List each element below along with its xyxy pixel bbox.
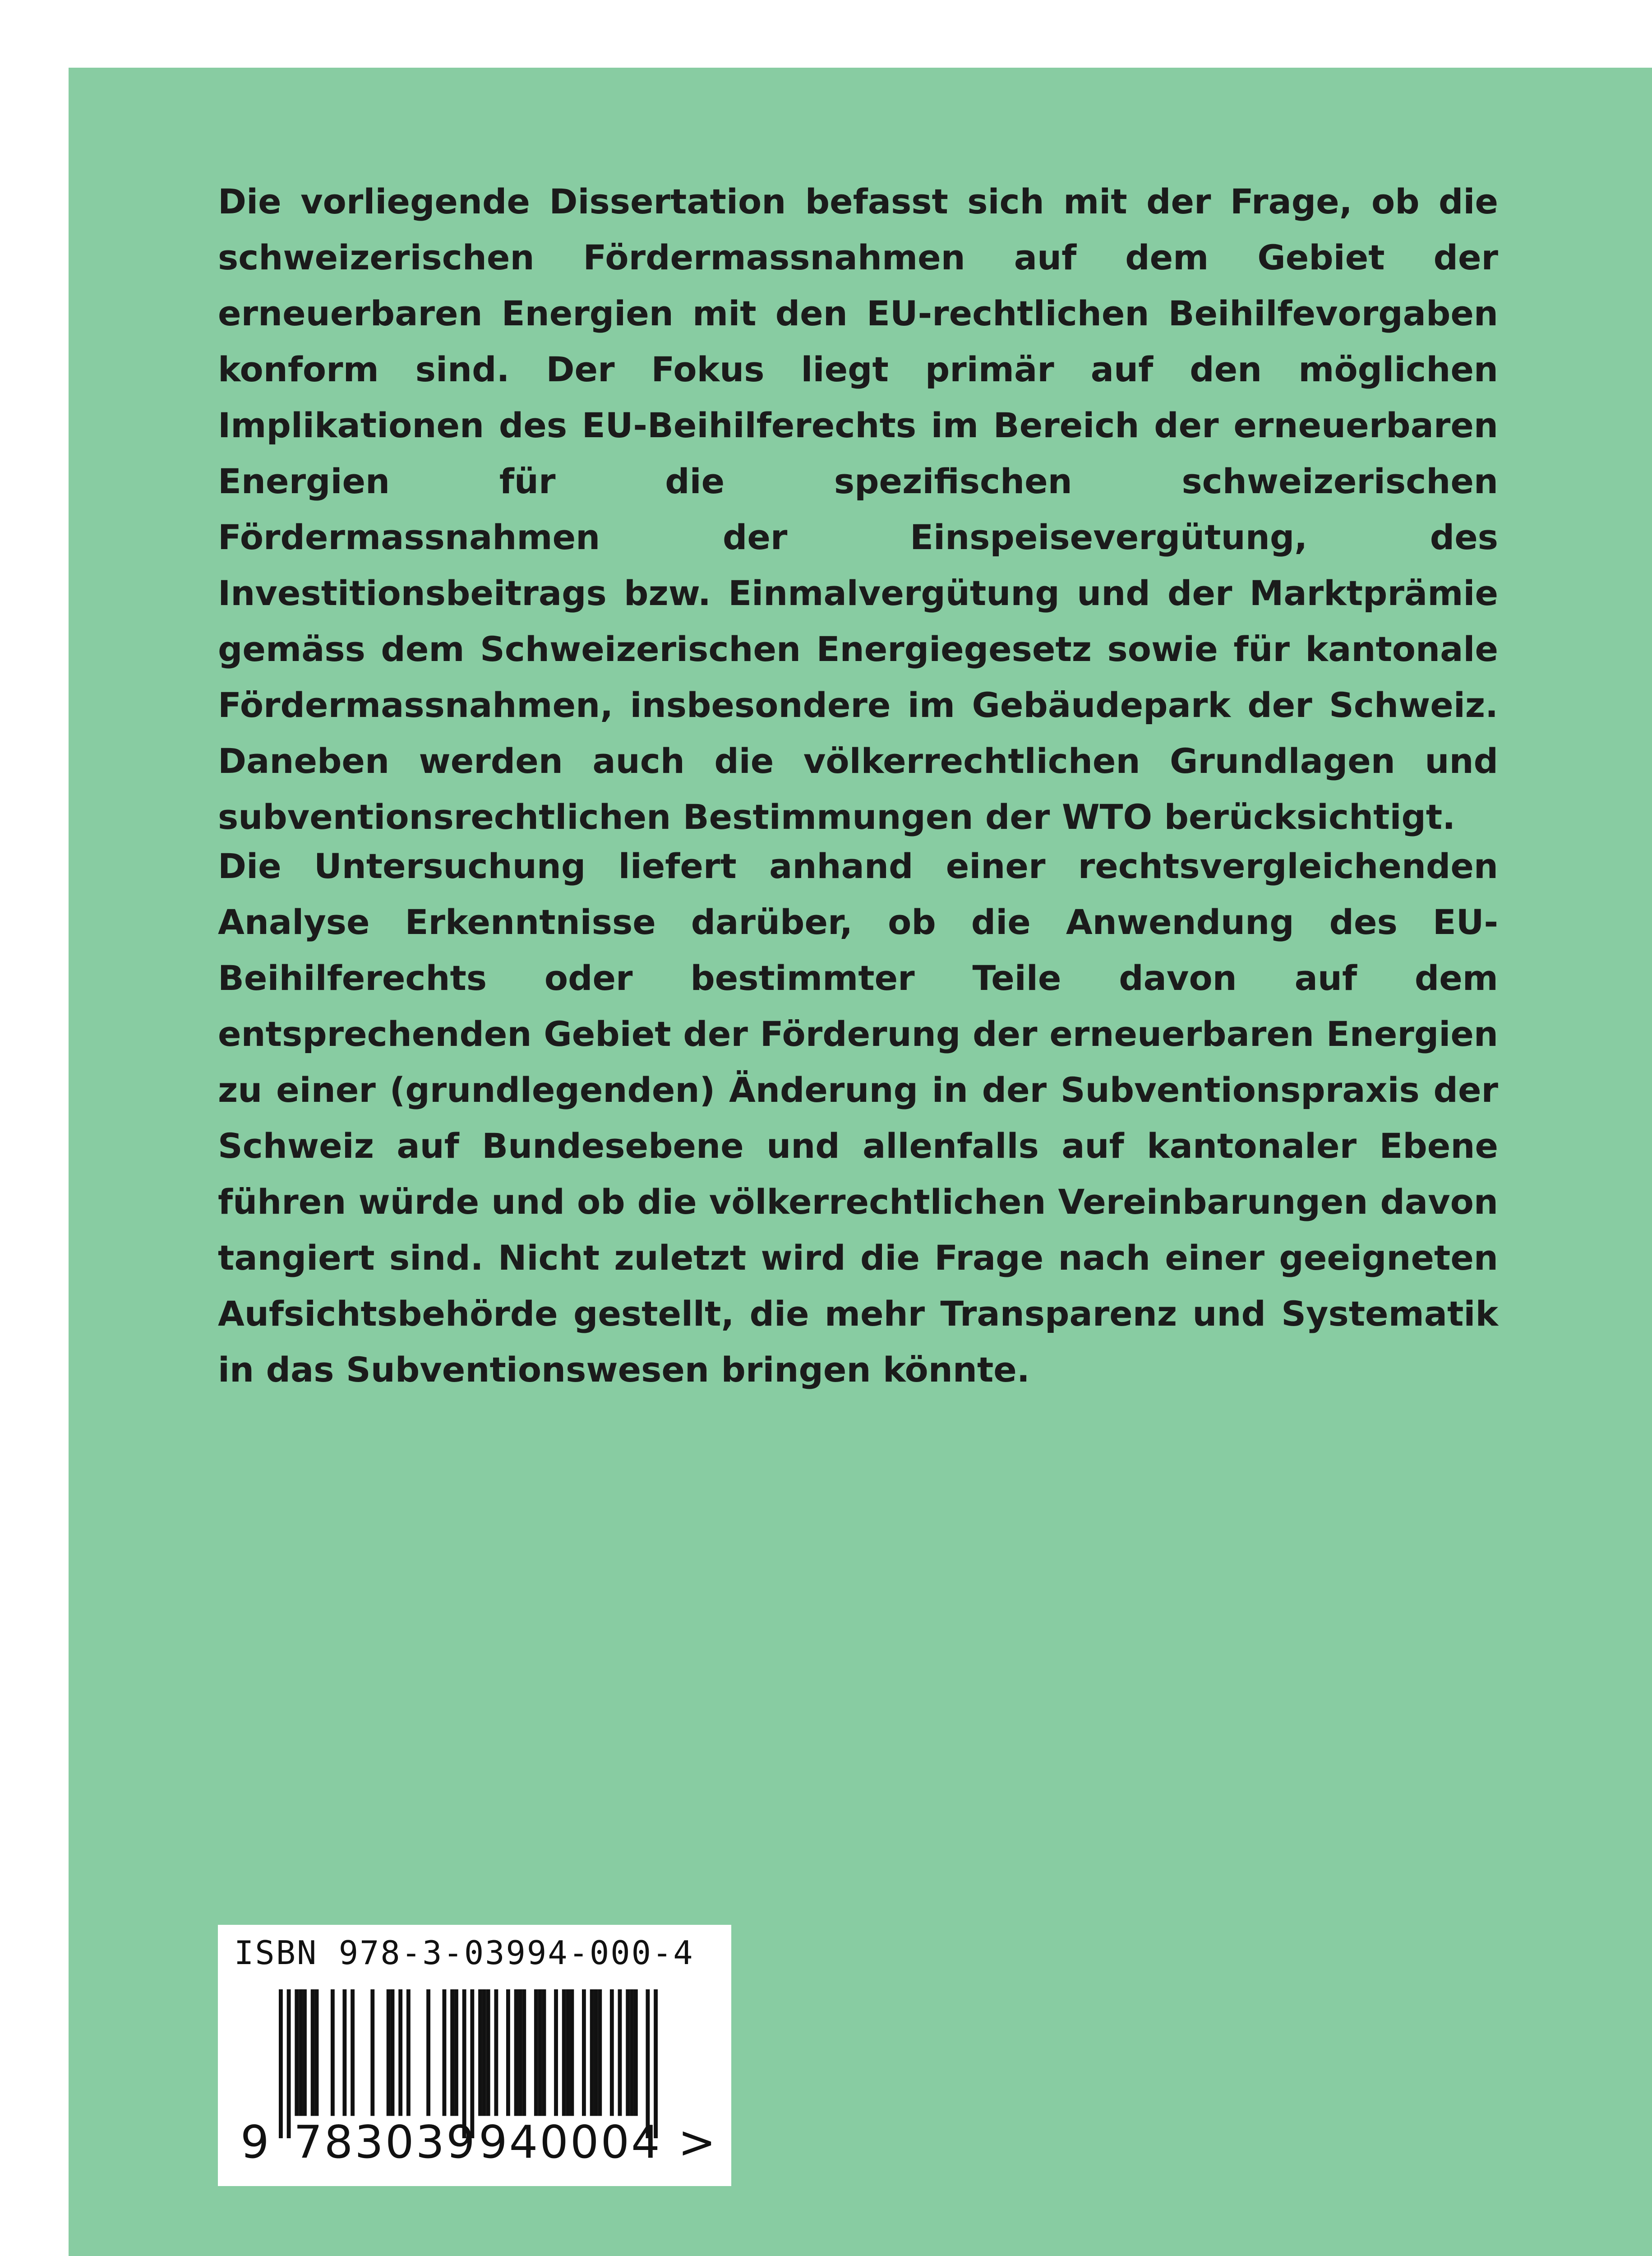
- barcode-bar: [486, 1989, 490, 2116]
- barcode-bar: [398, 1989, 402, 2116]
- barcode-bar: [562, 1989, 566, 2116]
- barcode-bar: [542, 1989, 546, 2116]
- barcode-bar: [598, 1989, 602, 2116]
- barcode-bar: [590, 1989, 594, 2116]
- barcode-bar: [618, 1989, 622, 2116]
- barcode-bar: [534, 1989, 538, 2116]
- barcode-bar: [522, 1989, 526, 2116]
- barcode-bar: [538, 1989, 542, 2116]
- barcode-bar: [303, 1989, 307, 2116]
- barcode-bar: [426, 1989, 430, 2116]
- barcode-bar: [566, 1989, 570, 2116]
- blurb-paragraph-2: Die Untersuchung liefert anhand einer rechtsvergleichenden Analyse Erkenntnisse darüber, ob die Anwendung des EU-Beihilferechts oder bestimmter Teile davon auf dem entsprechenden Gebiet der Förderung der erneuerbaren Energien zu einer (grundlegenden) Änderung in der Subventionspraxis der Schweiz auf Bundesebene und allenfalls auf kantonaler Ebene führen würde und ob die völkerrechtlichen Vereinbarungen davon tangiert sind. Nicht zuletzt wird die Frage nach einer geeigneten Aufsichtsbehörde gestellt, die mehr Transparenz und Systematik in das Subventionswesen bringen könnte.: [218, 846, 1498, 1390]
- barcode-bar: [634, 1989, 638, 2116]
- ean-left-digits: 783039: [294, 2116, 477, 2168]
- barcode-bar: [331, 1989, 335, 2116]
- quiet-zone-marker: >: [678, 2116, 716, 2168]
- barcode-bar: [506, 1989, 510, 2116]
- barcode-bar: [454, 1989, 458, 2116]
- barcode-bar: [610, 1989, 614, 2116]
- barcode-bar: [582, 1989, 586, 2116]
- ean-right-digits: 940004: [479, 2116, 662, 2168]
- barcode-bar: [518, 1989, 522, 2116]
- isbn-number: ISBN 978-3-03994-000-4: [234, 1934, 694, 1972]
- barcode-bar: [443, 1989, 447, 2116]
- barcode-bar: [387, 1989, 391, 2116]
- isbn-barcode: [218, 1925, 731, 2186]
- barcode-bar: [478, 1989, 482, 2116]
- barcode-bar: [406, 1989, 411, 2116]
- blurb-paragraph-1: Die vorliegende Dissertation befasst sich mit der Frage, ob die schweizerischen Fördermassnahmen auf dem Gebiet der erneuerbaren Energien mit den EU-rechtlichen Beihilfevorgaben konform sind. Der Fokus liegt primär auf den möglichen Implikationen des EU-Beihilferechts im Bereich der erneuerbaren Energien für die spezifischen schweizerischen Fördermassnahmen der Einspeisevergütung, des Investitionsbeitrags bzw. Einmalvergütung und der Marktprämie gemäss dem Schweizerischen Energiegesetz sowie für kantonale Fördermassnahmen, insbesondere im Gebäudepark der Schweiz. Daneben werden auch die völkerrechtlichen Grundlagen und subventionsrechtlichen Bestimmungen der WTO berücksichtigt.: [218, 181, 1498, 837]
- barcode-bar: [482, 1989, 486, 2116]
- ean-first-digit: 9: [240, 2116, 269, 2168]
- barcode-bar: [554, 1989, 558, 2116]
- barcode-bar: [450, 1989, 454, 2116]
- barcode-bar: [295, 1989, 299, 2116]
- barcode-bar: [570, 1989, 574, 2116]
- barcode-bar: [626, 1989, 630, 2116]
- barcode-guard-bar: [279, 1989, 283, 2138]
- barcode-bar: [351, 1989, 355, 2116]
- barcode-bar: [391, 1989, 395, 2116]
- barcode-bar: [494, 1989, 498, 2116]
- barcode-bar: [311, 1989, 315, 2116]
- barcode-bar: [370, 1989, 374, 2116]
- barcode-bar: [315, 1989, 319, 2116]
- barcode-bar: [342, 1989, 346, 2116]
- barcode-bar: [594, 1989, 598, 2116]
- barcode-guard-bar: [287, 1989, 291, 2138]
- barcode-bar: [299, 1989, 303, 2116]
- barcode-bar: [514, 1989, 518, 2116]
- barcode-bar: [630, 1989, 634, 2116]
